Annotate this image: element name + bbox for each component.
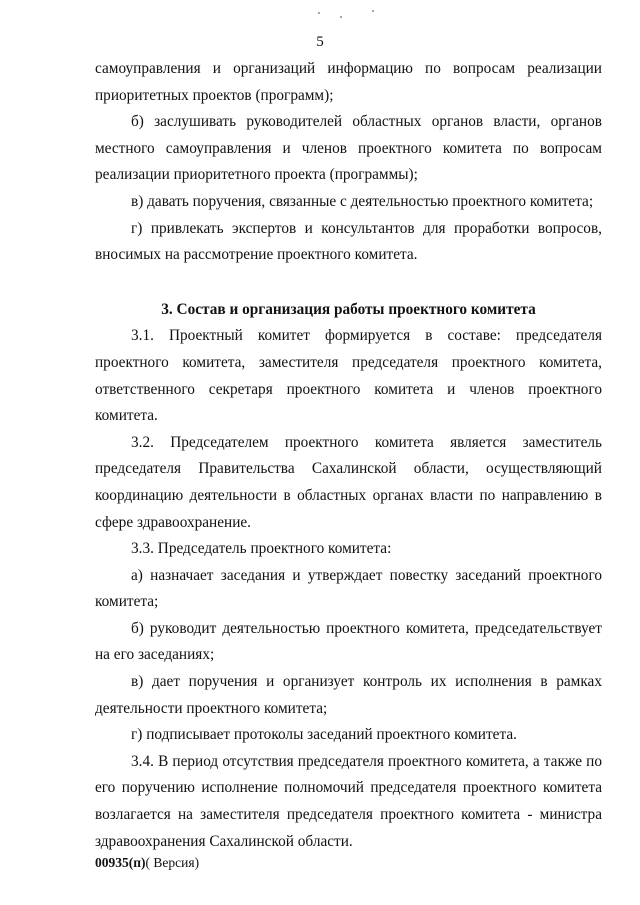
page-number: 5 [316, 34, 324, 50]
paragraph-3-3-b: б) руководит деятельностью проектного комитета, председательствует на его заседаниях; [95, 619, 602, 664]
scan-speck [318, 12, 320, 14]
paragraph-3-3-v: в) дает поручения и организует контроль их исполнения в рамках деятельности проектного комитета; [95, 673, 602, 717]
paragraph-3-2: 3.2. Председателем проектного комитета является заместитель председателя Правительства Сахалинской области, осуществляющий координацию деятельности в областных органах власти по направлению в сфере здравоохранение. [95, 433, 602, 531]
document-code: 00935(п) [95, 855, 146, 870]
paragraph-3-1: 3.1. Проектный комитет формируется в составе: председателя проектного комитета, заместителя председателя проектного комитета, ответственного секретаря проектного комитета и членов проектного комитета. [95, 327, 602, 425]
document-footer [95, 855, 199, 871]
paragraph-item-g: г) привлекать экспертов и консультантов для проработки вопросов, вносимых на рассмотрение проектного комитета. [95, 219, 602, 264]
document-body [95, 56, 602, 855]
document-version: ( Версия) [145, 855, 200, 870]
paragraph-continuation: самоуправления и организаций информацию по вопросам реализации приоритетных проектов (программ); [95, 60, 602, 104]
paragraph-item-v: в) давать поручения, связанные с деятельностью проектного комитета; [131, 192, 594, 210]
paragraph-3-3: 3.3. Председатель проектного комитета: [131, 540, 392, 558]
paragraph-item-b: б) заслушивать руководителей областных органов власти, органов местного самоуправления и членов проектного комитета по вопросам реализации приоритетного проекта (программы); [95, 113, 602, 184]
paragraph-3-4: 3.4. В период отсутствия председателя проектного комитета, а также по его поручению исполнение полномочий председателя проектного комитета возлагается на заместителя председателя проектного комитета - министра здравоохранения Сахалинской области. [95, 752, 602, 850]
paragraph-3-3-a: а) назначает заседания и утверждает повестку заседаний проектного комитета; [95, 566, 602, 611]
paragraph-3-3-g: г) подписывает протоколы заседаний проектного комитета. [131, 726, 517, 744]
scan-speck [340, 16, 342, 18]
section-heading: 3. Состав и организация работы проектного комитета [161, 300, 536, 318]
scan-speck [372, 10, 374, 12]
